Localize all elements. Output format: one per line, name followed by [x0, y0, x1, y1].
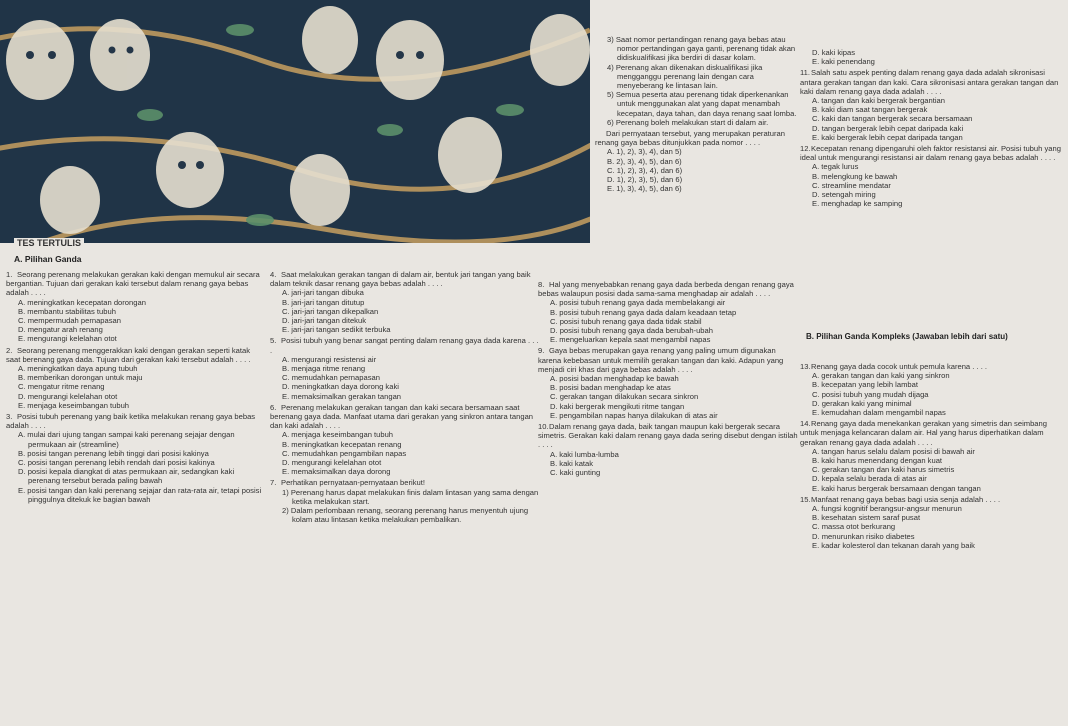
question-number: 4. — [270, 270, 277, 279]
column-2 — [270, 270, 540, 526]
answer-option[interactable]: B. jari-jari tangan ditutup — [282, 297, 365, 307]
answer-option[interactable]: E. menghadap ke samping — [812, 199, 903, 209]
answer-option[interactable]: D. jari-jari tangan ditekuk — [282, 316, 366, 326]
question-number: 6. — [270, 402, 277, 412]
answer-option[interactable]: E. kadar kolesterol dan tekanan darah yang baik — [812, 540, 975, 550]
question-number: 12. — [800, 144, 811, 154]
question-text — [800, 495, 1062, 504]
answer-option[interactable]: E. memaksimalkan daya dorong — [282, 467, 391, 477]
answer-option[interactable]: E. posisi tangan dan kaki perenang sejajar dan rata-rata air, tetapi posisi pinggulnya ditekuk ke bagian bawah — [18, 485, 262, 504]
answer-option[interactable]: B. posisi tangan perenang lebih tinggi dari posisi kakinya — [18, 448, 209, 458]
question-body: Perhatikan pernyataan-pernyataan berikut! — [281, 478, 425, 488]
question-text — [595, 129, 800, 147]
answer-option[interactable]: B. kesehatan sistem saraf pusat — [812, 513, 921, 523]
question-item — [6, 412, 264, 504]
question-item — [800, 68, 1062, 142]
answer-option[interactable]: C. gerakan tangan dan kaki harus simetris — [812, 465, 955, 475]
question-number: 8. — [538, 280, 545, 289]
answer-option[interactable]: E. pengambilan napas hanya dilakukan di atas air — [550, 410, 718, 420]
answer-option[interactable]: E. mengurangi kelelahan otot — [18, 334, 117, 344]
question-body: Hal yang menyebabkan renang gaya dada berbeda dengan renang gaya bebas walaupun posisi dada sama-sama menghadap air adalah . . . . — [538, 280, 794, 299]
question-number: 1. — [6, 270, 13, 279]
answer-option[interactable]: D. tangan bergerak lebih cepat daripada kaki — [812, 123, 964, 133]
answer-option[interactable]: D. kaki kipas — [812, 48, 856, 57]
question-number: 14. — [800, 419, 811, 429]
answer-option[interactable]: E. 1), 3), 4), 5), dan 6) — [607, 184, 682, 194]
question-body: Manfaat renang gaya bebas bagi usia senja adalah . . . . — [811, 494, 1001, 504]
answer-option[interactable]: A. fungsi kognitif berangsur-angsur menurun — [812, 504, 962, 514]
answer-option[interactable]: B. kaki harus menendang dengan kuat — [812, 456, 943, 466]
question-body: Dalam renang gaya dada, baik tangan maupun kaki bergerak secara simetris. Gerakan kaki dalam renang gaya dada sering disebut dengan istilah . . . . — [538, 422, 798, 450]
answer-option[interactable]: E. kaki bergerak lebih cepat daripada tangan — [812, 132, 963, 142]
question-number: 11. — [800, 68, 810, 78]
question-text — [800, 419, 1062, 447]
answer-option[interactable]: E. jari-jari tangan sedikit terbuka — [282, 325, 391, 335]
question-item — [538, 280, 800, 344]
answer-option[interactable]: C. gerakan tangan dilakukan secara sinkron — [550, 392, 699, 402]
question-item — [800, 48, 1062, 66]
answer-option[interactable]: C. posisi tubuh yang mudah dijaga — [812, 389, 929, 399]
question-number: 15. — [800, 494, 811, 504]
question-body: Kecepatan renang dipengaruhi oleh faktor resistansi air. Posisi tubuh yang ideal untuk mengurangi resistansi air dalam renang gaya bebas adalah . . . . — [800, 144, 1061, 163]
answer-option[interactable]: B. membantu stabilitas tubuh — [18, 306, 116, 316]
question-body: Posisi tubuh perenang yang baik ketika melakukan renang gaya bebas adalah . . . . — [6, 412, 256, 431]
question-text — [270, 403, 540, 431]
answer-option[interactable]: D. gerakan kaki yang minimal — [812, 398, 912, 408]
section-title: TES TERTULIS — [14, 238, 84, 248]
answer-option[interactable]: C. streamline mendatar — [812, 180, 891, 190]
answer-option[interactable]: D. meningkatkan daya dorong kaki — [282, 382, 399, 392]
question-item — [270, 336, 540, 400]
koala-pattern-icon — [0, 0, 590, 243]
question-text — [538, 346, 800, 374]
answer-option[interactable]: B. melengkung ke bawah — [812, 171, 898, 181]
answer-option[interactable]: A. jari-jari tangan dibuka — [282, 288, 364, 298]
answer-option[interactable]: B. memberikan dorongan untuk maju — [18, 373, 143, 383]
answer-option[interactable]: C. jari-jari tangan dikepalkan — [282, 306, 379, 316]
answer-option[interactable]: D. menurunkan risiko diabetes — [812, 531, 915, 541]
answer-option[interactable]: D. kepala selalu berada di atas air — [812, 474, 927, 484]
question-body: Seorang perenang melakukan gerakan kaki dengan memukul air secara bergantian. Tujuan dari gerakan kaki tersebut dalam renang gaya bebas adalah . . . . — [6, 270, 260, 298]
answer-option[interactable]: C. posisi tangan perenang lebih rendah dari posisi kakinya — [18, 458, 215, 468]
part-a-heading: A. Pilihan Ganda — [14, 254, 82, 264]
question-item — [595, 35, 800, 127]
answer-option[interactable]: A. meningkatkan daya apung tubuh — [18, 364, 138, 374]
answer-option[interactable]: E. kaki harus bergerak bersamaan dengan tangan — [812, 483, 981, 493]
question-text — [800, 144, 1062, 162]
question-body: Seorang perenang menggerakkan kaki dengan gerakan seperti katak saat berenang gaya dada. Tujuan dari gerakan kaki tersebut adalah . . . . — [6, 345, 251, 364]
answer-option[interactable]: A. posisi badan menghadap ke bawah — [550, 374, 679, 384]
answer-option[interactable]: A. meningkatkan kecepatan dorongan — [18, 297, 146, 307]
answer-option[interactable]: A. mulai dari ujung tangan sampai kaki perenang sejajar dengan permukaan air (streamline) — [18, 430, 235, 449]
question-text — [6, 270, 264, 298]
question-number: 10. — [538, 422, 549, 432]
question-item — [270, 270, 540, 334]
question-item — [595, 129, 800, 193]
answer-option[interactable]: 4) Perenang akan dikenakan diskualifikasi jika mengganggu perenang lain dengan cara menyeberang ke lintasan lain. — [607, 62, 763, 91]
answer-option[interactable]: D. 1), 2), 3), 5), dan 6) — [607, 175, 683, 185]
question-number: 3. — [6, 412, 13, 422]
answer-option[interactable]: 2) Dalam perlombaan renang, seorang perenang harus menyentuh ujung kolam atau lintasan ketika melakukan pembalikan. — [282, 506, 529, 525]
question-number: 2. — [6, 345, 13, 355]
question-body: Dari pernyataan tersebut, yang merupakan peraturan renang gaya bebas ditunjukkan pada nomor . . . . — [595, 129, 785, 148]
question-number: 5. — [270, 336, 277, 346]
question-body: Renang gaya dada menekankan gerakan yang simetris dan seimbang untuk menjaga kelancaran dalam air. Hal yang harus diperhatikan dalam gerakan renang gaya dada adalah . . . . — [800, 419, 1047, 447]
answer-option[interactable]: B. menjaga ritme renang — [282, 364, 366, 374]
answer-option[interactable]: 1) Perenang harus dapat melakukan finis dalam lintasan yang sama dengan ketika melakukan start. — [282, 487, 539, 506]
question-item — [800, 362, 1062, 417]
question-body: Renang gaya dada cocok untuk pemula karena . . . . — [811, 362, 988, 371]
answer-option[interactable]: D. posisi kepala diangkat di atas permukaan air, sedangkan kaki perenang tersebut berada paling bawah — [18, 467, 235, 486]
answer-option[interactable]: B. 2), 3), 4), 5), dan 6) — [607, 156, 682, 166]
answer-option[interactable]: D. setengah miring — [812, 190, 876, 200]
answer-option[interactable]: A. menjaga keseimbangan tubuh — [282, 430, 394, 440]
question-item — [270, 478, 540, 524]
question-text — [270, 270, 540, 288]
answer-option[interactable]: C. posisi tubuh renang gaya dada tidak stabil — [550, 316, 702, 326]
question-number: 9. — [538, 346, 545, 356]
answer-option[interactable]: C. memudahkan pernapasan — [282, 373, 380, 383]
answer-option[interactable]: A. tangan dan kaki bergerak bergantian — [812, 96, 945, 106]
answer-option[interactable]: A. tegak lurus — [812, 162, 859, 172]
column-3-top — [595, 35, 800, 195]
answer-option[interactable]: D. kaki bergerak mengikuti ritme tangan — [550, 401, 685, 411]
question-body: Posisi tubuh yang benar sangat penting dalam renang gaya dada karena . . . . — [270, 336, 539, 355]
answer-option[interactable]: A. gerakan tangan dan kaki yang sinkron — [812, 371, 950, 381]
answer-option[interactable]: A. kaki lumba-lumba — [550, 449, 619, 459]
question-item — [538, 422, 800, 477]
question-text — [270, 336, 540, 354]
question-text — [6, 346, 264, 364]
question-item — [6, 270, 264, 344]
answer-option[interactable]: B. posisi tubuh renang gaya dada dalam keadaan tetap — [550, 307, 737, 317]
answer-option[interactable]: C. memudahkan pengambilan napas — [282, 448, 407, 458]
column-4-top — [800, 48, 1062, 210]
answer-option[interactable]: D. mengurangi kelelahan otot — [18, 391, 118, 401]
answer-option[interactable]: A. mengurangi resistensi air — [282, 354, 377, 364]
question-text — [800, 362, 1062, 371]
answer-option[interactable]: C. massa otot berkurang — [812, 522, 896, 532]
answer-option[interactable]: E. kemudahan dalam mengambil napas — [812, 408, 946, 418]
answer-option[interactable]: 5) Semua peserta atau perenang tidak diperkenankan untuk menggunakan alat yang dapat menambah kecepatan, daya tahan, dan daya renang saat lomba. — [607, 90, 797, 118]
question-text — [270, 478, 540, 487]
answer-option[interactable]: D. posisi tubuh renang gaya dada berubah-ubah — [550, 326, 713, 336]
answer-option[interactable]: B. posisi badan menghadap ke atas — [550, 383, 671, 393]
column-1 — [6, 270, 264, 506]
answer-option[interactable]: C. mengatur ritme renang — [18, 382, 105, 392]
column-4-bottom — [800, 362, 1062, 552]
question-item — [538, 346, 800, 420]
answer-option[interactable]: 6) Perenang boleh melakukan start di dalam air. — [607, 117, 769, 127]
answer-option[interactable]: E. menjaga keseimbangan tubuh — [18, 400, 130, 410]
answer-option[interactable]: B. meningkatkan kecepatan renang — [282, 439, 402, 449]
question-text — [538, 422, 800, 450]
answer-option[interactable]: B. kaki diam saat tangan bergerak — [812, 105, 928, 115]
question-body: Gaya bebas merupakan gaya renang yang paling umum digunakan karena kebebasan untuk memilih gerakan tangan dan kaki. Adapun yang menjadi ciri khas dari gaya bebas adalah . . . . — [538, 346, 784, 374]
question-item — [6, 346, 264, 410]
answer-option[interactable]: C. kaki dan tangan bergerak secara bersamaan — [812, 114, 973, 124]
koala-pattern-cover — [0, 0, 590, 243]
question-body: Perenang melakukan gerakan tangan dan kaki secara bersamaan saat berenang gaya dada. Manfaat utama dari gerakan yang sinkron antara tangan dan kaki adalah . . . . — [270, 402, 534, 431]
question-text — [538, 280, 800, 298]
answer-option[interactable]: E. memaksimalkan gerakan tangan — [282, 391, 402, 401]
question-number: 7. — [270, 478, 277, 488]
answer-option[interactable]: C. 1), 2), 3), 4), dan 6) — [607, 165, 683, 175]
question-item — [800, 144, 1062, 208]
answer-option[interactable]: 3) Saat nomor pertandingan renang gaya bebas atau nomor pertandingan gaya ganti, perenang tidak akan didiskualifikasi jika berdiri di dasar kolam. — [607, 35, 796, 63]
question-number: 13. — [800, 362, 811, 371]
question-text — [800, 68, 1062, 96]
answer-option[interactable]: C. mempermudah pernapasan — [18, 316, 121, 326]
answer-option[interactable]: D. mengatur arah renang — [18, 325, 103, 335]
question-item — [270, 403, 540, 477]
answer-option[interactable]: B. kaki katak — [550, 458, 594, 468]
answer-option[interactable]: A. tangan harus selalu dalam posisi di bawah air — [812, 446, 975, 456]
answer-option[interactable]: C. kaki gunting — [550, 468, 601, 478]
answer-option[interactable]: D. mengurangi kelelahan otot — [282, 458, 382, 468]
question-item — [800, 419, 1062, 493]
answer-option[interactable]: A. posisi tubuh renang gaya dada membelakangi air — [550, 298, 726, 308]
question-text — [6, 412, 264, 430]
question-body: Saat melakukan gerakan tangan di dalam air, bentuk jari tangan yang baik dalam teknik dasar renang gaya bebas adalah . . . . — [270, 270, 531, 289]
column-3-bottom — [538, 280, 800, 479]
question-body: Salah satu aspek penting dalam renang gaya dada adalah sikronisasi antara gerakan tangan dan kaki. Cara sikronisasi antara gerakan tangan dan kaki dalam renang gaya dada adalah . . . . — [800, 68, 1059, 96]
answer-option[interactable]: E. kaki penendang — [812, 57, 875, 67]
answer-option[interactable]: B. kecepatan yang lebih lambat — [812, 380, 918, 390]
part-b-heading: B. Pilihan Ganda Kompleks (Jawaban lebih dari satu) — [806, 332, 1008, 341]
answer-option[interactable]: A. 1), 2), 3), 4), dan 5) — [607, 147, 682, 157]
answer-option[interactable]: E. mengeluarkan kepala saat mengambil napas — [550, 335, 711, 345]
question-item — [800, 495, 1062, 550]
